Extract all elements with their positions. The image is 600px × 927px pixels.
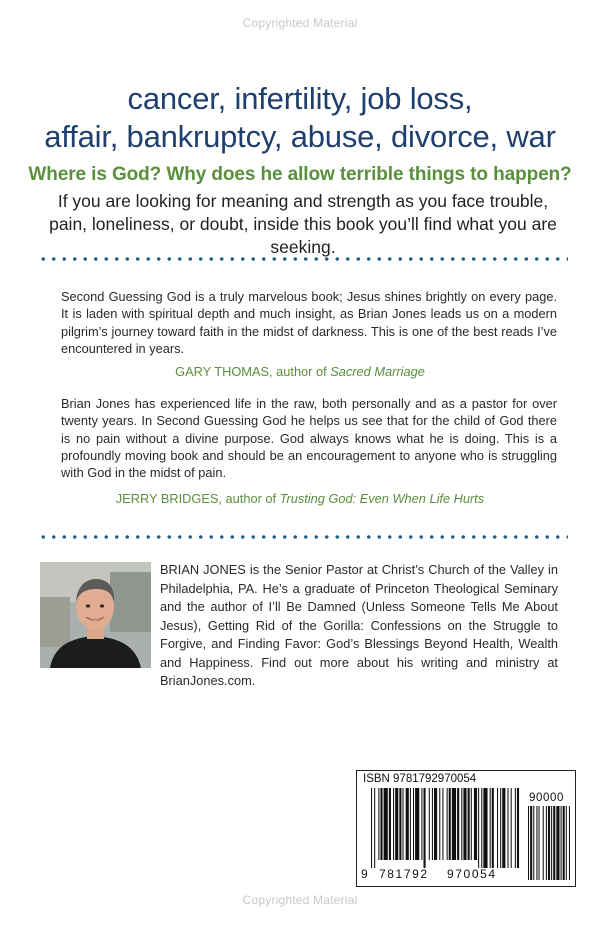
barcode-bar (492, 788, 494, 868)
barcode-bar (461, 788, 462, 860)
barcode-addon (527, 806, 571, 880)
barcode-bar (474, 788, 477, 860)
barcode-bar (395, 788, 398, 860)
isbn-label: ISBN 9781792970054 (363, 773, 477, 785)
barcode-digits-group-2: 970054 (447, 867, 497, 881)
barcode-bar (497, 788, 498, 868)
author-bio: BRIAN JONES is the Senior Pastor at Christ’s Church of the Valley in Philadelphia, PA. He’s a graduate of Princeton Theological Seminary and the author of I’ll Be Damned (Unless Someone Tells Me About Jesus), Getting Rid of the Gorilla: Confessions on the Struggle to Forgive, and Finding Favor: God’s Blessings Beyond Health, Wealth and Happiness. Find out more about his writing and ministry at BrianJones.com. (160, 562, 558, 688)
barcode-digits-group-1: 781792 (379, 867, 429, 881)
barcode-addon-bar (556, 806, 559, 880)
barcode-addon-bar (561, 806, 562, 880)
copyright-watermark-top: Copyrighted Material (242, 16, 358, 30)
endorser-name: GARY THOMAS, (175, 364, 273, 379)
barcode-bar (399, 788, 401, 860)
barcode-bar (447, 788, 448, 860)
barcode-bar (517, 788, 519, 868)
barcode-bar (449, 788, 451, 860)
headline-line-1: cancer, infertility, job loss, (127, 81, 473, 116)
barcode-bar (371, 788, 372, 868)
barcode-bar (502, 788, 505, 868)
barcode-bar (413, 788, 414, 860)
barcode-bar (378, 788, 379, 860)
barcode-bar (490, 788, 491, 868)
author-photo (40, 562, 151, 668)
barcode-bar (515, 788, 516, 868)
barcode-bar (471, 788, 472, 860)
barcode-bar (403, 788, 404, 860)
barcode-addon-bar (569, 806, 570, 880)
barcode-bar (415, 788, 419, 860)
barcode-bar (432, 788, 433, 860)
endorsement-quote-1: Second Guessing God is a truly marvelous book; Jesus shines brightly on every page. It is laden with spiritual depth and much insight, as Brian Jones leads us on a modern pilgrim’s journey toward faith in the midst of darkness. This is one of the best reads I’ve encountered in years. (61, 289, 557, 356)
barcode-addon-bar (551, 806, 552, 880)
endorsement-attribution-1 (0, 364, 600, 379)
barcode-bar (424, 788, 426, 868)
barcode-addon-bar (546, 806, 547, 880)
barcode-bar (508, 788, 509, 868)
barcode-addon-bar (553, 806, 555, 880)
barcode-bar (374, 788, 375, 868)
barcode-bar (439, 788, 440, 860)
barcode-bar (384, 788, 388, 860)
barcode-bar (457, 788, 459, 860)
copyright-watermark-bottom: Copyrighted Material (242, 893, 358, 907)
barcode-bar (442, 788, 443, 860)
price-code: 90000 (529, 792, 564, 804)
endorser-name: JERRY BRIDGES, (115, 491, 222, 506)
barcode-addon-bar (548, 806, 550, 880)
endorser-of: author of (221, 491, 280, 506)
barcode-bar (468, 788, 470, 860)
isbn-barcode-block (356, 770, 576, 887)
barcode-bar (500, 788, 501, 868)
barcode-bar (511, 788, 512, 868)
barcode-bar (452, 788, 456, 860)
endorser-book: Sacred Marriage (330, 364, 425, 379)
author-portrait-graphic (40, 562, 151, 668)
barcode-main (365, 788, 523, 868)
barcode-bar (393, 788, 394, 860)
endorser-of: author of (272, 364, 331, 379)
endorsement-quote-2: Brian Jones has experienced life in the raw, both personally and as a pastor for over twenty years. In Second Guessing God he helps us see that for the child of God there is no pain without a divine purpose. God always knows what he is doing. This is a profoundly moving book and should be an encouragement to anyone who is struggling with God in the midst of pain. (61, 396, 557, 481)
barcode-addon-bar (536, 806, 537, 880)
barcode-digit-first: 9 (361, 867, 370, 881)
barcode-addon-bar (566, 806, 567, 880)
barcode-bar (481, 788, 482, 868)
barcode-bar (406, 788, 409, 860)
endorsement-attribution-2 (0, 491, 600, 506)
dotted-divider-top (38, 257, 568, 261)
barcode-bar (483, 788, 487, 868)
barcode-bar (421, 788, 422, 860)
barcode-addon-bar (539, 806, 540, 880)
barcode-addon-bar (563, 806, 565, 880)
barcode-bar (429, 788, 430, 860)
barcode-addon-bar (543, 806, 544, 880)
barcode-addon-bar (533, 806, 534, 880)
dotted-divider-bottom (38, 535, 568, 539)
endorser-book: Trusting God: Even When Life Hurts (279, 491, 485, 506)
intro-paragraph: If you are looking for meaning and strength as you face trouble, pain, loneliness, or doubt, inside this book you’ll find what you are seeking. (49, 191, 557, 257)
barcode-bar (380, 788, 382, 860)
barcode-bar (410, 788, 411, 860)
barcode-bar (434, 788, 437, 860)
tagline-question: Where is God? Why does he allow terrible things to happen? (28, 164, 572, 185)
barcode-addon-bar (528, 806, 529, 880)
barcode-bar (389, 788, 391, 860)
barcode-addon-bar (530, 806, 532, 880)
headline-line-2: affair, bankruptcy, abuse, divorce, war (44, 119, 556, 154)
barcode-bar (478, 788, 479, 868)
barcode-bar (463, 788, 466, 860)
